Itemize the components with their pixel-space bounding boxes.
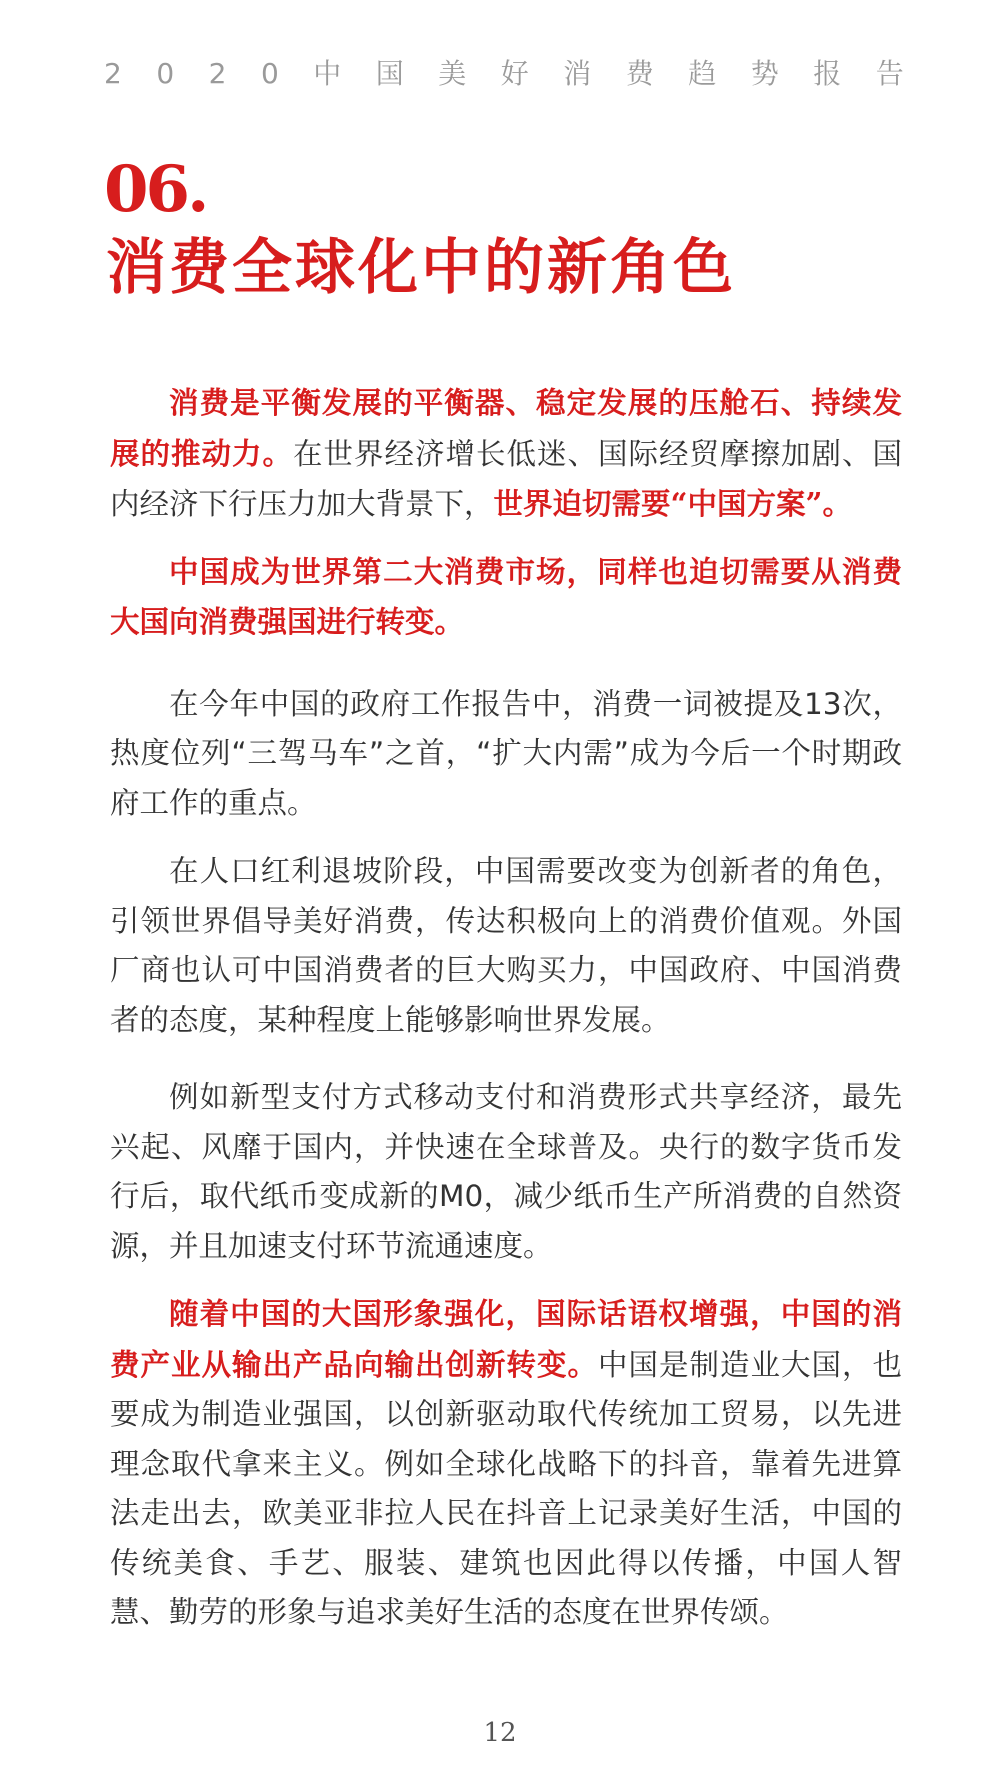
paragraph xyxy=(110,1289,902,1638)
paragraph xyxy=(110,1073,902,1271)
highlight-text: 世界迫切需要“中国方案”。 xyxy=(493,486,852,521)
section-title: 消费全球化中的新角色 xyxy=(106,233,736,303)
body-text xyxy=(110,378,902,1638)
body-span: 中国是制造业大国，也要成为制造业强国，以创新驱动取代传统加工贸易，以先进理念取代拿来主义。例如全球化战略下的抖音，靠着先进算法走出去，欧美亚非拉人民在抖音上记录美好生活，中国的传统美食、手艺、服装、建筑也因此得以传播，中国人智慧、勤劳的形象与追求美好生活的态度在世界传颂。 xyxy=(110,1347,902,1629)
paragraph xyxy=(110,847,902,1045)
body-span: 在世界经济增长低迷、国际经贸摩擦加剧、国内经济下行压力加大背景下， xyxy=(110,436,902,521)
report-header: 2020中国美好消费趋势报告 xyxy=(104,57,939,90)
paragraph xyxy=(110,378,902,530)
highlight-text: 消费是平衡发展的平衡器、稳定发展的压舱石、持续发展的推动力。 xyxy=(110,385,902,471)
body-span: 例如新型支付方式移动支付和消费形式共享经济，最先兴起、风靡于国内，并快速在全球普及。央行的数字货币发行后，取代纸币变成新的M0，减少纸币生产所消费的自然资源，并且加速支付环节流通速度。 xyxy=(110,1080,902,1263)
page-number: 12 xyxy=(483,1718,517,1748)
highlight-text: 随着中国的大国形象强化，国际话语权增强，中国的消费产业从输出产品向输出创新转变。 xyxy=(110,1296,902,1382)
highlight-text: 中国成为世界第二大消费市场，同样也迫切需要从消费大国向消费强国进行转变。 xyxy=(110,553,902,639)
paragraph xyxy=(110,680,902,829)
section-number: 06. xyxy=(104,152,207,227)
body-span: 在人口红利退坡阶段，中国需要改变为创新者的角色，引领世界倡导美好消费，传达积极向上的消费价值观。外国厂商也认可中国消费者的巨大购买力，中国政府、中国消费者的态度，某种程度上能够影响世界发展。 xyxy=(110,854,902,1037)
paragraph xyxy=(110,547,902,648)
body-span: 在今年中国的政府工作报告中，消费一词被提及13次，热度位列“三驾马车”之首，“扩大内需”成为今后一个时期政府工作的重点。 xyxy=(110,686,902,820)
